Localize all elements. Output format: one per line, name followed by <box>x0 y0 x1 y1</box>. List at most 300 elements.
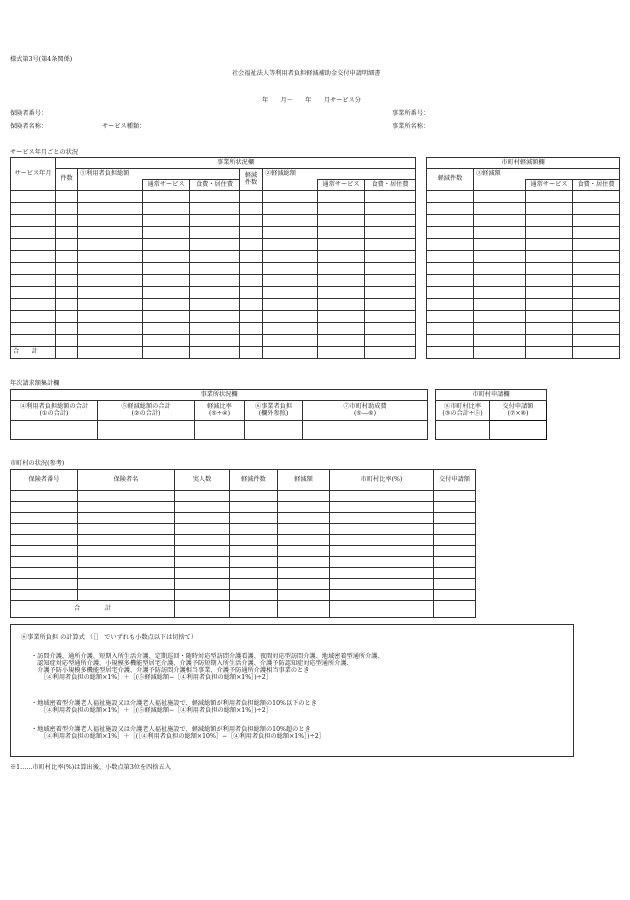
table-cell[interactable] <box>263 323 318 335</box>
col-reduced-sum: ⑤軽減総額の合計 (②の合計) <box>98 401 195 421</box>
table-cell[interactable] <box>330 535 434 546</box>
table-row <box>427 335 620 347</box>
municipal-group: 市町村軽減額欄 <box>427 158 620 169</box>
table-cell[interactable] <box>474 275 526 287</box>
table-cell[interactable] <box>175 590 230 601</box>
table-cell[interactable] <box>11 335 56 347</box>
table-row <box>11 227 416 239</box>
table-cell[interactable] <box>318 227 365 239</box>
table-cell[interactable] <box>56 263 78 275</box>
document-title: 社会福祉法人等利用者負担軽減補助金交付申請明細書 <box>232 70 381 77</box>
table-cell[interactable] <box>143 287 190 299</box>
table-cell[interactable] <box>78 335 143 347</box>
table-cell[interactable] <box>56 191 78 203</box>
table-cell[interactable] <box>427 215 474 227</box>
municipal-status-table <box>10 469 476 618</box>
table-cell[interactable] <box>11 579 78 590</box>
table-cell[interactable] <box>11 557 78 568</box>
table-cell[interactable] <box>474 287 526 299</box>
table-cell[interactable] <box>78 239 143 251</box>
table-cell[interactable] <box>143 263 190 275</box>
table-row <box>427 263 620 275</box>
table-cell[interactable] <box>175 579 230 590</box>
table-cell[interactable] <box>427 275 474 287</box>
table-cell[interactable] <box>318 287 365 299</box>
table-cell[interactable] <box>573 275 620 287</box>
table-cell[interactable] <box>318 263 365 275</box>
table-cell[interactable] <box>474 227 526 239</box>
table-cell[interactable] <box>573 227 620 239</box>
municipal-col-header: 保険者名 <box>78 470 175 491</box>
table-cell[interactable] <box>427 263 474 275</box>
table-cell[interactable] <box>11 491 78 502</box>
table-cell[interactable] <box>175 513 230 524</box>
table-cell[interactable] <box>11 311 56 323</box>
formula-item-1: ・訪問介護、通所介護、短期入所生活介護、定期巡回・随時対応型訪問介護看護、夜間対応型訪問介護、地域密着型通所介護、 認知症対応型通所介護、小規模多機能型居宅介護、介護予防短期入所生活介護、介護予防認知症対応型通所介護、 介護予防小規模多機能型居宅介護、介護予防訪問介護相当事業、介護予防通所介護相当事業のとき ［④利用者負担の総額×1%］＋［(⑤軽減総額−［④利用者負担の総額×1%］)÷2］ <box>31 653 384 682</box>
table-cell[interactable] <box>474 191 526 203</box>
table-cell[interactable] <box>365 287 416 299</box>
table-cell[interactable] <box>190 251 240 263</box>
table-cell[interactable] <box>143 215 190 227</box>
table-cell[interactable] <box>573 263 620 275</box>
table-cell[interactable] <box>278 535 330 546</box>
table-cell[interactable] <box>330 524 434 535</box>
table-cell[interactable] <box>56 215 78 227</box>
table-cell[interactable] <box>11 299 56 311</box>
table-cell[interactable] <box>78 513 175 524</box>
table-cell[interactable] <box>190 299 240 311</box>
table-cell[interactable] <box>526 287 573 299</box>
table-cell[interactable] <box>240 191 263 203</box>
col-burden-total: ①利用者負担総額 <box>78 169 240 180</box>
section2-heading: 年次請求額集計欄 <box>10 380 60 387</box>
municipal-col-header: 保険者番号 <box>11 470 78 491</box>
table-cell[interactable] <box>78 568 175 579</box>
table-cell[interactable] <box>56 311 78 323</box>
section3-heading: 市町村の状況(参考) <box>10 460 65 467</box>
col-food-housing: 食費・居住費 <box>365 180 416 191</box>
table-cell[interactable] <box>78 299 143 311</box>
table-cell[interactable] <box>427 335 474 347</box>
table-cell[interactable] <box>11 203 56 215</box>
table-cell[interactable] <box>278 568 330 579</box>
table-cell[interactable] <box>11 524 78 535</box>
table-cell[interactable] <box>175 491 230 502</box>
table-cell[interactable] <box>526 239 573 251</box>
table-cell[interactable] <box>365 275 416 287</box>
table-cell[interactable] <box>11 191 56 203</box>
table-cell[interactable] <box>175 524 230 535</box>
table-cell[interactable] <box>240 227 263 239</box>
table-cell[interactable] <box>427 287 474 299</box>
table-cell[interactable] <box>427 311 474 323</box>
table-cell[interactable] <box>190 203 240 215</box>
table-cell[interactable] <box>263 239 318 251</box>
insurer-name-label: 保険者名称： <box>10 123 48 130</box>
table-cell[interactable] <box>240 335 263 347</box>
table-cell[interactable] <box>11 502 78 513</box>
table-cell[interactable] <box>56 335 78 347</box>
table-cell[interactable] <box>474 251 526 263</box>
table-cell[interactable] <box>474 311 526 323</box>
table-cell[interactable] <box>143 203 190 215</box>
table-cell[interactable] <box>573 215 620 227</box>
table-cell[interactable] <box>434 535 476 546</box>
table-cell[interactable] <box>190 215 240 227</box>
annual-cell[interactable] <box>98 421 195 440</box>
table-cell[interactable] <box>11 535 78 546</box>
table-row <box>11 275 416 287</box>
table-row <box>11 215 416 227</box>
table-cell[interactable] <box>240 251 263 263</box>
col-count: 件数 <box>56 169 78 191</box>
table-cell[interactable] <box>573 251 620 263</box>
table-cell[interactable] <box>190 311 240 323</box>
office-number-label: 事業所番号： <box>392 110 430 117</box>
table-cell[interactable] <box>240 323 263 335</box>
table-row <box>427 323 620 335</box>
table-cell[interactable] <box>318 239 365 251</box>
table-cell[interactable] <box>143 323 190 335</box>
table-cell[interactable] <box>11 546 78 557</box>
table-cell[interactable] <box>278 557 330 568</box>
table-cell[interactable] <box>78 275 143 287</box>
col-muni-reduced: ③軽減額 <box>474 169 620 180</box>
table-cell[interactable] <box>474 239 526 251</box>
table-cell[interactable] <box>230 502 278 513</box>
table-cell[interactable] <box>318 203 365 215</box>
table-cell[interactable] <box>573 203 620 215</box>
table-cell[interactable] <box>240 311 263 323</box>
table-cell[interactable] <box>474 215 526 227</box>
col-municipal-ratio: ⑧市町村比率 (③の合計÷⑤) <box>436 401 490 421</box>
table-cell[interactable] <box>573 299 620 311</box>
table-cell[interactable] <box>78 203 143 215</box>
table-cell[interactable] <box>143 239 190 251</box>
table-cell[interactable] <box>434 546 476 557</box>
table-row <box>11 524 476 535</box>
table-cell[interactable] <box>11 287 56 299</box>
table-cell[interactable] <box>240 275 263 287</box>
table-cell[interactable] <box>263 335 318 347</box>
formula-title: ⑥事業所負担 の計算式 （［］ でいずれも小数点以下は切捨て） <box>21 634 198 641</box>
table-cell[interactable] <box>434 579 476 590</box>
table-cell[interactable] <box>278 491 330 502</box>
table-cell[interactable] <box>427 239 474 251</box>
table-cell[interactable] <box>526 227 573 239</box>
table-cell[interactable] <box>365 263 416 275</box>
table-cell[interactable] <box>318 299 365 311</box>
table-cell[interactable] <box>56 323 78 335</box>
table-cell[interactable] <box>78 287 143 299</box>
table-cell[interactable] <box>330 502 434 513</box>
table-row <box>11 535 476 546</box>
table-cell[interactable] <box>240 299 263 311</box>
table-cell[interactable] <box>11 568 78 579</box>
table-cell[interactable] <box>278 590 330 601</box>
table-cell[interactable] <box>278 579 330 590</box>
table-cell[interactable] <box>330 513 434 524</box>
table-cell[interactable] <box>78 535 175 546</box>
table-cell[interactable] <box>143 251 190 263</box>
table-cell[interactable] <box>190 323 240 335</box>
grant-amount-cell[interactable] <box>490 421 547 440</box>
table-cell[interactable] <box>11 590 78 601</box>
table-cell[interactable] <box>278 546 330 557</box>
table-cell[interactable] <box>365 311 416 323</box>
table-cell[interactable] <box>434 557 476 568</box>
table-cell[interactable] <box>230 579 278 590</box>
table-row <box>11 513 476 524</box>
table-cell[interactable] <box>434 524 476 535</box>
table-row <box>427 191 620 203</box>
table-cell[interactable] <box>11 323 56 335</box>
table-cell[interactable] <box>573 335 620 347</box>
table-cell[interactable] <box>526 311 573 323</box>
table-cell[interactable] <box>78 557 175 568</box>
table-cell[interactable] <box>78 579 175 590</box>
table-cell[interactable] <box>263 311 318 323</box>
table-cell[interactable] <box>526 335 573 347</box>
table-cell[interactable] <box>175 557 230 568</box>
table-cell[interactable] <box>175 535 230 546</box>
table-cell[interactable] <box>573 191 620 203</box>
table-cell[interactable] <box>434 590 476 601</box>
table-cell[interactable] <box>78 215 143 227</box>
table-row <box>11 323 416 335</box>
table-cell[interactable] <box>11 215 56 227</box>
table-cell[interactable] <box>190 239 240 251</box>
table-cell[interactable] <box>11 263 56 275</box>
table-cell[interactable] <box>365 227 416 239</box>
table-cell[interactable] <box>263 215 318 227</box>
table-cell[interactable] <box>78 524 175 535</box>
table-cell[interactable] <box>78 191 143 203</box>
table-cell[interactable] <box>573 239 620 251</box>
table-cell[interactable] <box>427 191 474 203</box>
table-cell[interactable] <box>56 299 78 311</box>
table-cell[interactable] <box>230 590 278 601</box>
table-cell[interactable] <box>56 203 78 215</box>
annual-cell[interactable] <box>11 421 98 440</box>
col-muni-count: 軽減件数 <box>427 169 474 191</box>
table-cell[interactable] <box>190 287 240 299</box>
col-reduction-ratio: 軽減比率 (⑤÷④) <box>195 401 245 421</box>
table-cell[interactable] <box>434 568 476 579</box>
table-cell[interactable] <box>526 215 573 227</box>
table-cell[interactable] <box>78 546 175 557</box>
table-row <box>11 251 416 263</box>
table-cell[interactable] <box>78 491 175 502</box>
table-cell[interactable] <box>526 191 573 203</box>
annual-office-group: 事業所状況欄 <box>11 390 428 401</box>
table-cell[interactable] <box>526 203 573 215</box>
table-row <box>11 568 476 579</box>
table-cell[interactable] <box>230 546 278 557</box>
table-cell[interactable] <box>427 323 474 335</box>
table-cell[interactable] <box>365 251 416 263</box>
table-cell[interactable] <box>573 311 620 323</box>
col-service-month: サービス年月 <box>11 158 56 191</box>
table-cell[interactable] <box>190 227 240 239</box>
table-cell[interactable] <box>78 251 143 263</box>
table-cell[interactable] <box>330 557 434 568</box>
table-cell[interactable] <box>263 299 318 311</box>
table-cell[interactable] <box>263 251 318 263</box>
table-cell[interactable] <box>190 275 240 287</box>
table-row <box>11 579 476 590</box>
table-cell[interactable] <box>427 299 474 311</box>
table-cell[interactable] <box>278 513 330 524</box>
table-cell[interactable] <box>330 590 434 601</box>
section1-heading: サービス年月ごとの状況 <box>10 149 79 156</box>
table-cell[interactable] <box>318 215 365 227</box>
formula-item-3: ・地域密着型介護老人福祉施設又は介護老人福祉施設で、軽減総額が利用者負担総額の10%超のとき ［④利用者負担の総額×1%］＋［(［④利用者負担の総額×10%］−［④利用者負担の総額×1%］)÷2］ <box>31 726 325 741</box>
table-cell[interactable] <box>263 263 318 275</box>
table-cell[interactable] <box>190 191 240 203</box>
table-cell[interactable] <box>56 287 78 299</box>
table-cell[interactable] <box>526 275 573 287</box>
table-cell[interactable] <box>190 335 240 347</box>
table-cell[interactable] <box>365 215 416 227</box>
table-cell[interactable] <box>365 299 416 311</box>
table-cell[interactable] <box>240 203 263 215</box>
table-cell[interactable] <box>11 227 56 239</box>
table-row <box>11 491 476 502</box>
table-row <box>427 299 620 311</box>
table-cell[interactable] <box>434 513 476 524</box>
col-grant-amount: 交付申請額 (⑦×⑧) <box>490 401 547 421</box>
table-cell[interactable] <box>474 299 526 311</box>
table-row <box>11 590 476 601</box>
table-cell[interactable] <box>230 491 278 502</box>
table-cell[interactable] <box>526 263 573 275</box>
table-cell[interactable] <box>365 203 416 215</box>
table-cell[interactable] <box>11 251 56 263</box>
table-cell[interactable] <box>175 568 230 579</box>
table-cell[interactable] <box>240 239 263 251</box>
table-cell[interactable] <box>263 275 318 287</box>
office-name-label: 事業所名称： <box>392 123 430 130</box>
table-cell[interactable] <box>427 203 474 215</box>
table-cell[interactable] <box>143 299 190 311</box>
table-cell[interactable] <box>143 311 190 323</box>
table-cell[interactable] <box>330 568 434 579</box>
table-cell[interactable] <box>143 275 190 287</box>
table-cell[interactable] <box>190 263 240 275</box>
table-cell[interactable] <box>318 275 365 287</box>
table-cell[interactable] <box>240 287 263 299</box>
table-row <box>11 311 416 323</box>
table-cell[interactable] <box>427 251 474 263</box>
col-burden-sum: ④利用者負担総額の合計 (①の合計) <box>11 401 98 421</box>
table-cell[interactable] <box>230 557 278 568</box>
table-cell[interactable] <box>318 251 365 263</box>
table-cell[interactable] <box>56 239 78 251</box>
table-cell[interactable] <box>474 323 526 335</box>
table-cell[interactable] <box>78 263 143 275</box>
annual-cell[interactable] <box>436 421 490 440</box>
table-cell[interactable] <box>330 579 434 590</box>
table-cell[interactable] <box>434 491 476 502</box>
table-cell[interactable] <box>230 535 278 546</box>
table-cell[interactable] <box>56 227 78 239</box>
table-cell[interactable] <box>474 335 526 347</box>
table-cell[interactable] <box>11 513 78 524</box>
table-cell[interactable] <box>278 502 330 513</box>
table-cell[interactable] <box>11 275 56 287</box>
table-cell[interactable] <box>278 524 330 535</box>
table-cell[interactable] <box>175 546 230 557</box>
table-cell[interactable] <box>230 568 278 579</box>
form-number: 様式第3号(第4条関係) <box>10 56 73 63</box>
table-cell[interactable] <box>526 323 573 335</box>
table-cell[interactable] <box>365 335 416 347</box>
table-cell[interactable] <box>365 191 416 203</box>
table-cell[interactable] <box>78 502 175 513</box>
annual-cell[interactable] <box>195 421 245 440</box>
table-cell[interactable] <box>427 227 474 239</box>
table-cell[interactable] <box>263 203 318 215</box>
table-cell[interactable] <box>330 491 434 502</box>
table-cell[interactable] <box>365 323 416 335</box>
table-cell[interactable] <box>330 546 434 557</box>
table-cell[interactable] <box>143 227 190 239</box>
municipal-reduction-table <box>426 157 620 359</box>
table-cell[interactable] <box>230 513 278 524</box>
table-cell[interactable] <box>240 215 263 227</box>
table-cell[interactable] <box>78 227 143 239</box>
table-cell[interactable] <box>474 203 526 215</box>
table-cell[interactable] <box>143 191 190 203</box>
table-row <box>11 557 476 568</box>
formula-box <box>10 624 574 757</box>
table-row <box>11 239 416 251</box>
table-cell[interactable] <box>573 287 620 299</box>
table-cell[interactable] <box>263 227 318 239</box>
table-cell[interactable] <box>263 287 318 299</box>
table-cell[interactable] <box>78 590 175 601</box>
table-cell[interactable] <box>318 311 365 323</box>
municipal-col-header: 実人数 <box>175 470 230 491</box>
table-cell[interactable] <box>365 239 416 251</box>
annual-cell[interactable] <box>303 421 428 440</box>
table-cell[interactable] <box>526 251 573 263</box>
table-cell[interactable] <box>263 191 318 203</box>
table-cell[interactable] <box>318 335 365 347</box>
col-municipal-subsidy: ⑦市町村助成費 (⑤—⑥) <box>303 401 428 421</box>
table-cell[interactable] <box>318 323 365 335</box>
table-cell[interactable] <box>240 263 263 275</box>
office-status-group: 事業所状況欄 <box>56 158 416 169</box>
annual-cell[interactable] <box>245 421 303 440</box>
table-cell[interactable] <box>56 275 78 287</box>
table-cell[interactable] <box>78 311 143 323</box>
table-cell[interactable] <box>175 502 230 513</box>
footnote: ※1……市町村比率(%)は算出後、小数点第3位を四捨五入 <box>10 764 171 771</box>
table-cell[interactable] <box>11 239 56 251</box>
table-cell[interactable] <box>526 299 573 311</box>
table-cell[interactable] <box>56 251 78 263</box>
table-cell[interactable] <box>434 502 476 513</box>
table-cell[interactable] <box>230 524 278 535</box>
table-row <box>427 275 620 287</box>
table-cell[interactable] <box>318 191 365 203</box>
table-cell[interactable] <box>573 323 620 335</box>
table-cell[interactable] <box>78 323 143 335</box>
table-cell[interactable] <box>474 263 526 275</box>
table-cell[interactable] <box>143 335 190 347</box>
